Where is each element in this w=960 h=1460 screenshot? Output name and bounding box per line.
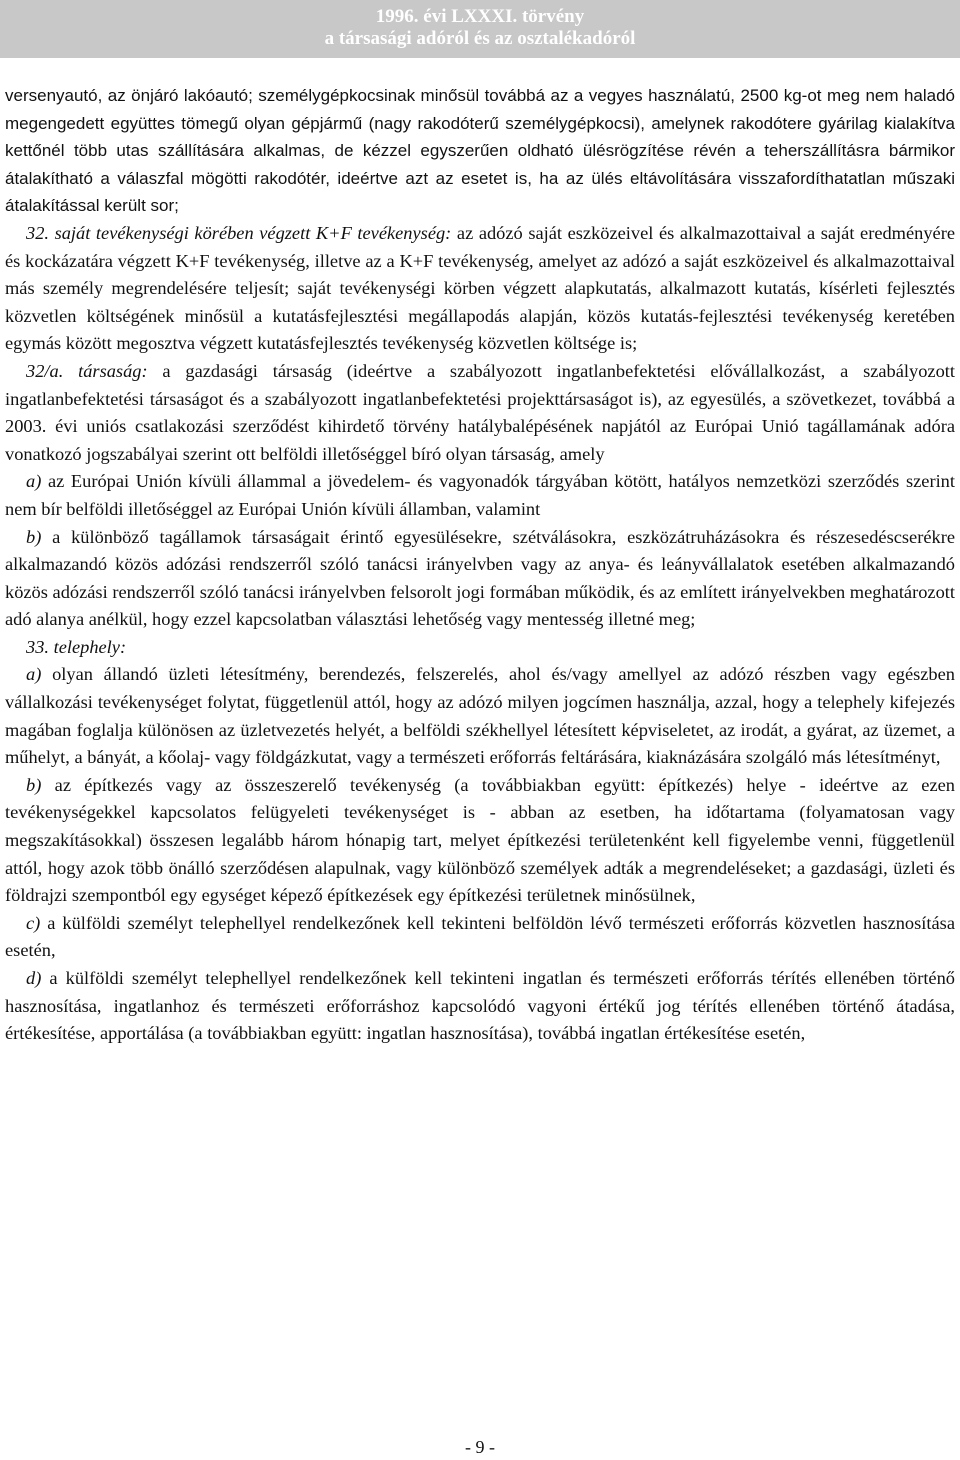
item-text: olyan állandó üzleti létesítmény, berendezés, felszerelés, ahol és/vagy amellyel az adózó részben vagy egészben vállalkozási tevékenységet folytat, függetlenül attól, hogy az adózó milyen jogcímen használja, azzal, hogy a telephely kifejezés magában foglalja különösen az üzletvezetés helyét, a belföldi székhellyel létesített képviseletet, az irodát, a gyárat, az üzemet, a műhelyt, a bányát, a kőolaj- vagy földgázkutat, vagy a természeti erőforrás feltárására, kiaknázására szolgáló más létesítményt,	[5, 664, 955, 768]
paragraph-33-a	[5, 661, 955, 771]
law-title: 1996. évi LXXXI. törvény	[375, 6, 585, 27]
item-text: az építkezés vagy az összeszerelő tevékenység (a továbbiakban együtt: építkezés) helye - ideértve az ezen tevékenységekkel kapcsolatos felügyeleti tevékenységet is - abban az esetben, ha időtartama (folyamatosan vagy megszakításokkal) összesen legalább három hónapig tart, melyet építkezési területenként kell figyelembe venni, függetlenül attól, hogy azok több önálló szerződésen alapulnak, vagy különböző személyek adták a megrendeléseket; a gazdasági, üzleti és földrajzi szempontból egy egységet képező építkezések egy építkezési területnek minősülnek,	[5, 774, 955, 906]
paragraph-33-c	[5, 910, 955, 965]
item-label: b)	[26, 526, 42, 547]
item-label: a)	[26, 664, 42, 685]
paragraph-continuation: versenyautó, az önjáró lakóautó; személygépkocsinak minősül továbbá az a vegyes használatú, 2500 kg-ot meg nem haladó megengedett együttes tömegű olyan gépjármű (nagy rakodóterű személygépkocsi), amelynek rakodótere gyárilag kialakítva kettőnél több utas szállítására alkalmas, de kézzel egyszerűen oldható ülésrögzítése révén a teherszállításra bármikor átalakítható a válaszfal mögötti rakodótér, ideértve azt az esetet is, ha az ülés eltávolítására visszafordíthatatlan műszaki átalakítással került sor;	[5, 86, 955, 216]
definition-term: 33. telephely:	[26, 636, 127, 657]
item-label: b)	[26, 774, 42, 795]
page-header	[0, 0, 960, 58]
paragraph-32a-a	[5, 468, 955, 523]
item-text: a külföldi személyt telephellyel rendelkezőnek kell tekinteni belföldön lévő természeti erőforrás közvetlen hasznosítása esetén,	[5, 912, 955, 961]
item-label: d)	[26, 968, 42, 988]
paragraph-33-b	[5, 772, 955, 910]
paragraph-32	[5, 220, 955, 358]
definition-term: 32. saját tevékenységi körében végzett K+F tevékenység:	[26, 222, 452, 243]
item-text: az Európai Unión kívüli állammal a jövedelem- és vagyonadók tárgyában kötött, hatályos nemzetközi szerződés szerint nem bír belföldi illetőséggel az Európai Unión kívüli államban, valamint	[5, 471, 955, 519]
page-number: - 9 -	[465, 1437, 495, 1457]
law-subtitle: a társasági adóról és az osztalékadóról	[324, 28, 636, 49]
paragraph-32a-b	[5, 524, 955, 634]
definition-text: a gazdasági társaság (ideértve a szabályozott ingatlanbefektetési elővállalkozást, a szabályozott ingatlanbefektetési társaságot és a szabályozott ingatlanbefektetési projekttársaságot is), az egyesülés, a szövetkezet, továbbá a 2003. évi uniós csatlakozási szerződést kihirdető törvény hatálybalépésének napjától az Európai Unió tagállamának adóra vonatkozó jogszabályai szerint ott belföldi illetőséggel bíró olyan társaság, amely	[5, 360, 955, 464]
item-text: a külföldi személyt telephellyel rendelkezőnek kell tekinteni ingatlan és természeti erőforrás térítés ellenében történő hasznosítása, ingatlanhoz és természeti erőforráshoz kapcsolódó vagyoni értékű jog térítés ellenében történő átadása, értékesítése, apportálása (a továbbiakban együtt: ingatlan hasznosítása), továbbá ingatlan értékesítése esetén,	[5, 968, 955, 1044]
item-label: c)	[26, 912, 41, 933]
paragraph-32a	[5, 358, 955, 468]
item-label: a)	[26, 471, 42, 492]
definition-text: az adózó saját eszközeivel és alkalmazottaival a saját eredményére és kockázatára végzett K+F tevékenység, illetve az a K+F tevékenység, amelyet az adózó a saját eszközeivel és alkalmazottaival más személy megrendelésére teljesít; saját tevékenységi körben végzett alapkutatás, alkalmazott kutatás, kísérleti fejlesztés közvetlen költségének minősül a kutatásfejlesztési megállapodás alapján, közös kutatás-fejlesztési tevékenység keretében egymás között megosztva végzett kutatásfejlesztés tevékenység közvetlen költsége is;	[5, 222, 955, 354]
item-text: a különböző tagállamok társaságait érintő egyesülésekre, szétválásokra, eszközátruházásokra és részesedéscserékre alkalmazandó közös adózási rendszerről szóló tanácsi irányelvben vagy az anya- és leányvállalatok esetében alkalmazandó közös adózási rendszerről szóló tanácsi irányelvben felsorolt jogi formában működik, és az említett irányelvekben meghatározott adó alanya anélkül, hogy ezzel kapcsolatban választási lehetőség vagy mentesség illetné meg;	[5, 526, 955, 630]
definition-term: 32/a. társaság:	[26, 360, 148, 381]
document-body	[5, 82, 955, 1048]
paragraph-33-d	[5, 965, 955, 1048]
paragraph-33	[5, 634, 955, 662]
